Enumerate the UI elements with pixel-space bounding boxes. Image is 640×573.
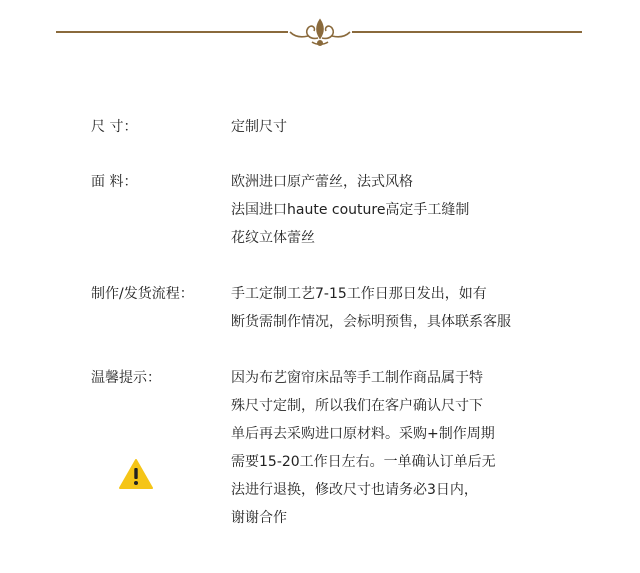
spec-value xyxy=(231,364,571,532)
spec-value-line: 因为布艺窗帘床品等手工制作商品属于特 xyxy=(231,370,483,386)
spec-value-line: 断货需制作情况，会标明预售，具体联系客服 xyxy=(231,314,511,330)
ornamental-divider xyxy=(0,12,640,52)
spec-value-line: 谢谢合作 xyxy=(231,510,287,526)
fleur-ornament-icon xyxy=(286,16,354,50)
warning-triangle-icon xyxy=(118,458,154,490)
spec-value-line: 法国进口haute couture高定手工缝制 xyxy=(231,202,470,218)
divider-line-left xyxy=(56,31,288,33)
spec-value xyxy=(231,113,571,141)
spec-label: 尺 寸： xyxy=(91,119,138,135)
spec-label: 温馨提示： xyxy=(91,370,161,386)
spec-value xyxy=(231,168,571,252)
spec-value-line: 花纹立体蕾丝 xyxy=(231,230,315,246)
spec-value-line: 定制尺寸 xyxy=(231,119,287,135)
spec-value-line: 单后再去采购进口原材料。采购+制作周期 xyxy=(231,426,495,442)
spec-value-line: 欧洲进口原产蕾丝，法式风格 xyxy=(231,174,413,190)
spec-value-line: 需要15-20工作日左右。一单确认订单后无 xyxy=(231,454,496,470)
spec-value xyxy=(231,280,571,336)
spec-value-line: 法进行退换，修改尺寸也请务必3日内， xyxy=(231,482,478,498)
spec-value-line: 殊尺寸定制，所以我们在客户确认尺寸下 xyxy=(231,398,483,414)
spec-label: 面 料： xyxy=(91,174,138,190)
spec-value-line: 手工定制工艺7-15工作日那日发出，如有 xyxy=(231,286,487,302)
divider-line-right xyxy=(352,31,582,33)
spec-label: 制作/发货流程： xyxy=(91,286,194,302)
